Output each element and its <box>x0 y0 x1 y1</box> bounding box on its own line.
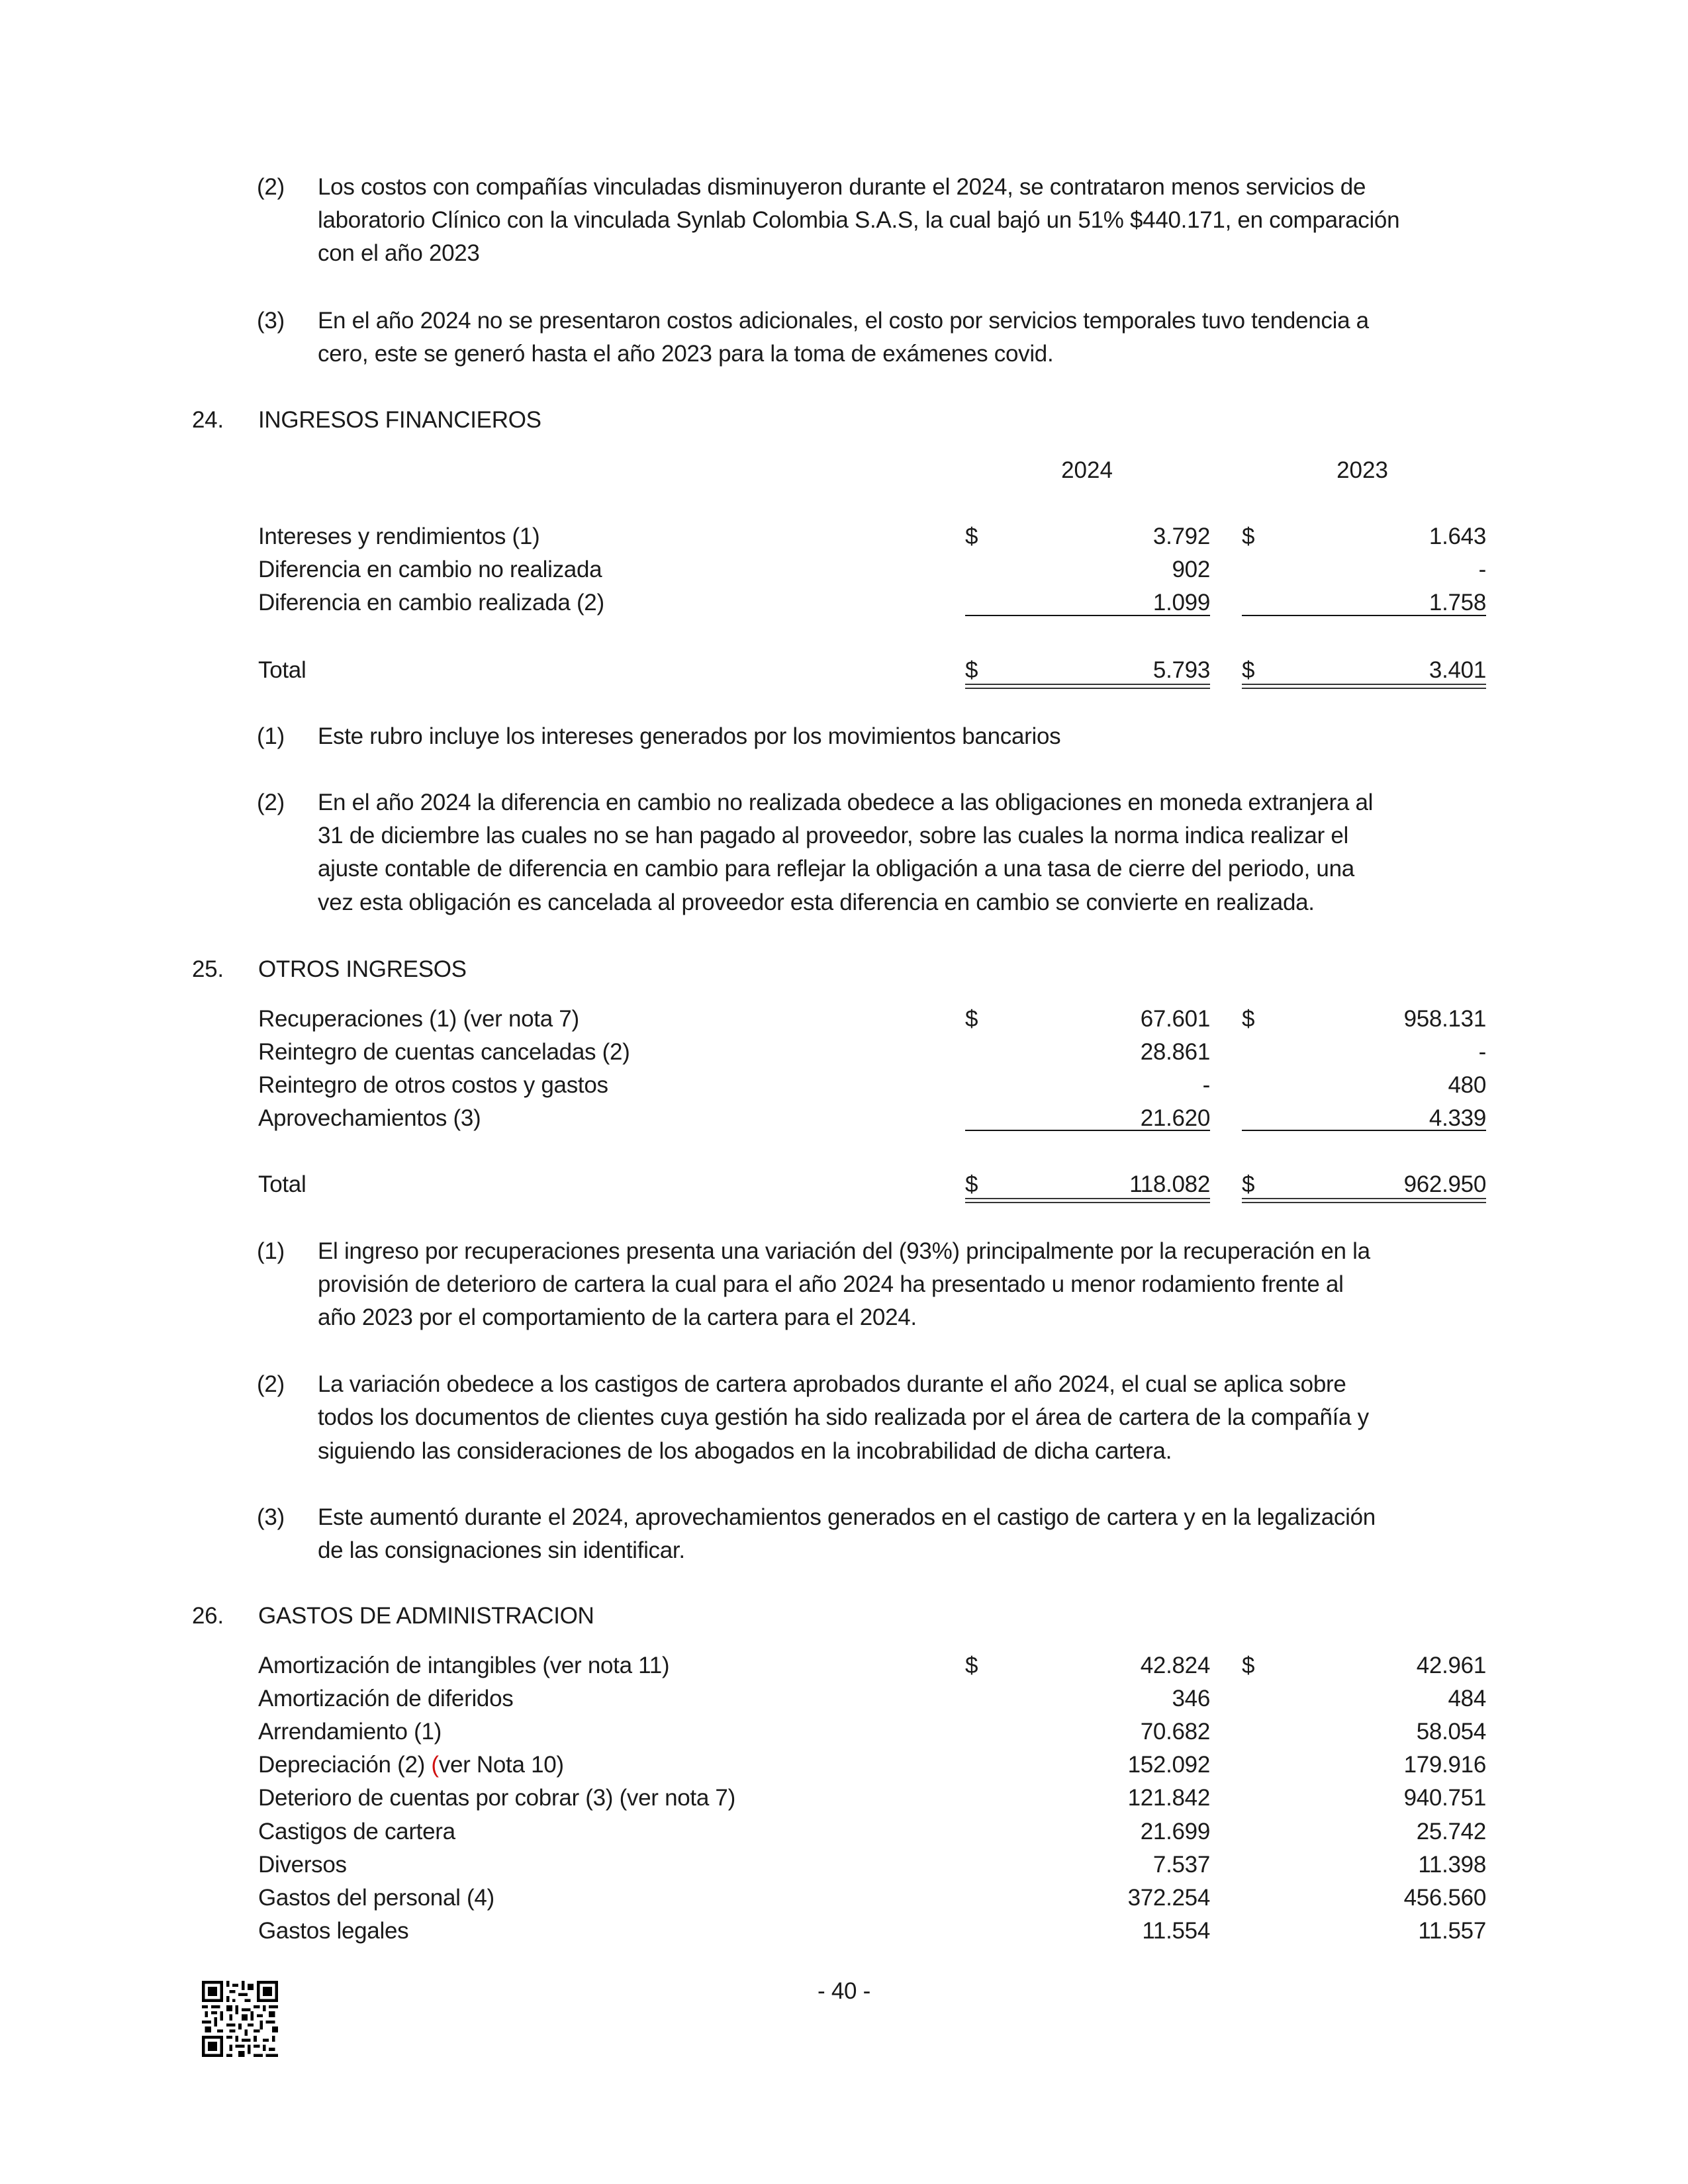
value-2023: 11.557 <box>1418 1918 1486 1944</box>
section-title: OTROS INGRESOS <box>258 956 467 982</box>
note-text-line: En el año 2024 la diferencia en cambio no realizada obedece a las obligaciones en moneda extranjera al <box>318 790 1374 815</box>
note-text-line: El ingreso por recuperaciones presenta una variación del (93%) principalmente por la recuperación en la <box>318 1238 1370 1264</box>
value-2024: 121.842 <box>1127 1785 1210 1811</box>
currency-symbol: $ <box>965 657 978 683</box>
row-label: Arrendamiento (1) <box>258 1719 442 1745</box>
row-label: Amortización de diferidos <box>258 1686 514 1711</box>
section-number: 24. <box>192 407 224 433</box>
total-2023: 962.950 <box>1403 1171 1486 1197</box>
total-2024: 5.793 <box>1152 657 1210 683</box>
currency-symbol: $ <box>1242 1006 1255 1032</box>
note-marker: (1) <box>257 723 285 749</box>
note-marker: (1) <box>257 1238 285 1264</box>
value-2024: - <box>1202 1072 1210 1098</box>
value-2024: 67.601 <box>1140 1006 1210 1032</box>
value-2024: 70.682 <box>1140 1719 1210 1745</box>
section-title: GASTOS DE ADMINISTRACION <box>258 1603 594 1629</box>
value-2024: 902 <box>1172 557 1210 582</box>
row-label: Diferencia en cambio realizada (2) <box>258 590 604 615</box>
value-2023: 11.398 <box>1418 1852 1486 1878</box>
value-2023: - <box>1478 557 1486 582</box>
page-number: - 40 - <box>818 1978 870 2004</box>
note-text-line: Este rubro incluye los intereses generados por los movimientos bancarios <box>318 723 1061 749</box>
total-2023: 3.401 <box>1429 657 1486 683</box>
note-marker: (2) <box>257 1371 285 1397</box>
row-label: Castigos de cartera <box>258 1819 455 1844</box>
note-text-line: todos los documentos de clientes cuya gestión ha sido realizada por el área de cartera de la compañía y <box>318 1404 1369 1430</box>
column-header-2024: 2024 <box>1061 457 1113 483</box>
qr-code-icon <box>202 1981 278 2057</box>
note-text-line: siguiendo las consideraciones de los abogados en la incobrabilidad de dicha cartera. <box>318 1438 1172 1464</box>
value-2024: 28.861 <box>1140 1039 1210 1065</box>
row-label-text: Depreciación (2) <box>258 1752 432 1778</box>
currency-symbol: $ <box>965 1171 978 1197</box>
currency-symbol: $ <box>965 523 978 549</box>
value-2023: - <box>1478 1039 1486 1065</box>
value-2023: 179.916 <box>1403 1752 1486 1778</box>
value-2024: 1.099 <box>1152 590 1210 615</box>
value-2024: 152.092 <box>1127 1752 1210 1778</box>
value-2024: 21.620 <box>1140 1105 1210 1131</box>
note-text-line: En el año 2024 no se presentaron costos adicionales, el costo por servicios temporales tuvo tendencia a <box>318 308 1369 334</box>
row-label: Diversos <box>258 1852 347 1878</box>
value-2024: 7.537 <box>1152 1852 1210 1878</box>
row-label: Intereses y rendimientos (1) <box>258 523 540 549</box>
note-text-line: año 2023 por el comportamiento de la cartera para el 2024. <box>318 1304 917 1330</box>
note-text-line: Los costos con compañías vinculadas disminuyeron durante el 2024, se contrataron menos servicios de <box>318 174 1366 200</box>
red-parenthesis: ( <box>431 1752 439 1778</box>
total-label: Total <box>258 657 306 683</box>
value-2023: 1.643 <box>1429 523 1486 549</box>
value-2023: 958.131 <box>1403 1006 1486 1032</box>
currency-symbol: $ <box>965 1653 978 1678</box>
value-2023: 480 <box>1448 1072 1486 1098</box>
column-header-2023: 2023 <box>1336 457 1388 483</box>
total-double-underline <box>1242 684 1486 689</box>
row-label-text: ver Nota 10) <box>438 1752 564 1778</box>
value-2024: 372.254 <box>1127 1885 1210 1911</box>
value-2023: 1.758 <box>1429 590 1486 615</box>
total-2024: 118.082 <box>1129 1171 1210 1197</box>
note-text-line: laboratorio Clínico con la vinculada Synlab Colombia S.A.S, la cual bajó un 51% $440.171, en comparación <box>318 207 1400 233</box>
row-label: Gastos legales <box>258 1918 409 1944</box>
row-label: Aprovechamientos (3) <box>258 1105 481 1131</box>
row-label: Reintegro de otros costos y gastos <box>258 1072 608 1098</box>
note-text-line: con el año 2023 <box>318 240 480 266</box>
value-2024: 42.824 <box>1140 1653 1210 1678</box>
value-2023: 4.339 <box>1429 1105 1486 1131</box>
row-label: Diferencia en cambio no realizada <box>258 557 602 582</box>
row-label <box>258 1749 564 1782</box>
currency-symbol: $ <box>1242 1171 1255 1197</box>
currency-symbol: $ <box>1242 1653 1255 1678</box>
currency-symbol: $ <box>1242 657 1255 683</box>
note-marker: (2) <box>257 174 285 200</box>
value-2024: 3.792 <box>1152 523 1210 549</box>
currency-symbol: $ <box>965 1006 978 1032</box>
value-2024: 21.699 <box>1140 1819 1210 1844</box>
total-double-underline <box>965 684 1210 689</box>
note-text-line: ajuste contable de diferencia en cambio para reflejar la obligación a una tasa de cierre del periodo, una <box>318 856 1354 882</box>
section-number: 26. <box>192 1603 224 1629</box>
currency-symbol: $ <box>1242 523 1255 549</box>
note-text-line: provisión de deterioro de cartera la cual para el año 2024 ha presentado u menor rodamiento frente al <box>318 1271 1344 1297</box>
row-label: Reintegro de cuentas canceladas (2) <box>258 1039 630 1065</box>
value-2023: 58.054 <box>1416 1719 1486 1745</box>
subtotal-underline <box>965 615 1210 616</box>
value-2023: 940.751 <box>1403 1785 1486 1811</box>
section-title: INGRESOS FINANCIEROS <box>258 407 541 433</box>
subtotal-underline <box>1242 615 1486 616</box>
total-double-underline <box>1242 1198 1486 1203</box>
total-double-underline <box>965 1198 1210 1203</box>
value-2023: 25.742 <box>1416 1819 1486 1844</box>
value-2023: 42.961 <box>1416 1653 1486 1678</box>
value-2023: 456.560 <box>1403 1885 1486 1911</box>
note-text-line: Este aumentó durante el 2024, aprovechamientos generados en el castigo de cartera y en la legalización <box>318 1504 1376 1530</box>
note-text-line: vez esta obligación es cancelada al proveedor esta diferencia en cambio se convierte en realizada. <box>318 889 1315 915</box>
row-label: Amortización de intangibles (ver nota 11) <box>258 1653 670 1678</box>
subtotal-underline <box>1242 1130 1486 1131</box>
row-label: Gastos del personal (4) <box>258 1885 494 1911</box>
value-2024: 346 <box>1172 1686 1210 1711</box>
value-2024: 11.554 <box>1142 1918 1210 1944</box>
total-label: Total <box>258 1171 306 1197</box>
note-marker: (3) <box>257 1504 285 1530</box>
subtotal-underline <box>965 1130 1210 1131</box>
note-text-line: de las consignaciones sin identificar. <box>318 1537 685 1563</box>
row-label: Recuperaciones (1) (ver nota 7) <box>258 1006 579 1032</box>
note-text-line: 31 de diciembre las cuales no se han pagado al proveedor, sobre las cuales la norma indica realizar el <box>318 823 1349 848</box>
section-number: 25. <box>192 956 224 982</box>
value-2023: 484 <box>1448 1686 1486 1711</box>
note-marker: (2) <box>257 790 285 815</box>
note-text-line: La variación obedece a los castigos de cartera aprobados durante el año 2024, el cual se aplica sobre <box>318 1371 1346 1397</box>
note-marker: (3) <box>257 308 285 334</box>
note-text-line: cero, este se generó hasta el año 2023 para la toma de exámenes covid. <box>318 341 1054 367</box>
row-label: Deterioro de cuentas por cobrar (3) (ver nota 7) <box>258 1785 735 1811</box>
